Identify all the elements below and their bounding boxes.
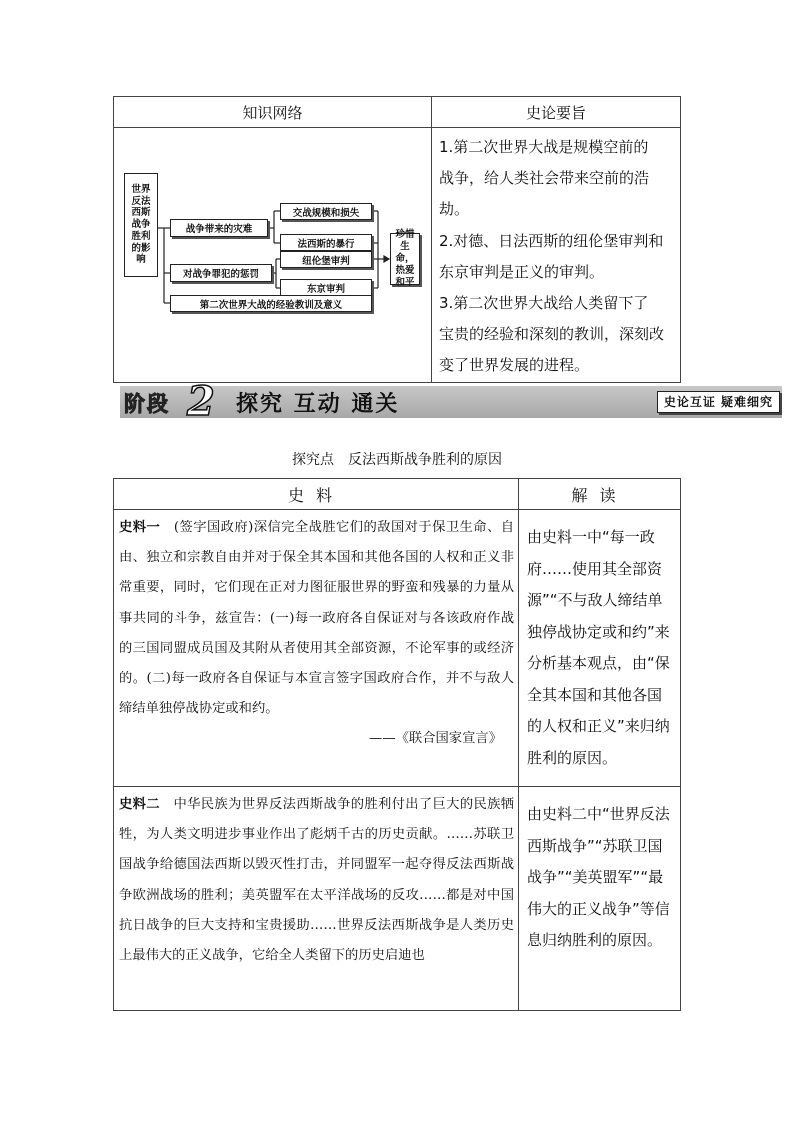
key-points-header: 史论要旨 (432, 97, 681, 128)
key-point-line: 东京审判是正义的审判。 (439, 262, 605, 281)
source-cell-1 (114, 510, 519, 787)
key-point-line: 变了世界发展的进程。 (439, 356, 590, 375)
mindmap-diagram (120, 173, 420, 323)
key-point-line: 战争，给人类社会带来空前的浩劫。 (439, 169, 650, 219)
banner-tag: 史论互证 疑难细究 (657, 391, 780, 413)
interpretation-cell-1 (519, 510, 681, 787)
source-body-1: (签字国政府)深信完全战胜它们的敌国对于保卫生命、自由、独立和宗教自由并对于保全其本国和其他各国的人权和正义非常重要，同时，它们现在正对力图征服世界的野蛮和残暴的力量从事共同的斗争，兹宣告：(一)每一政府各自保证对与各该政府作战的三国同盟成员国及其附从者使用其全部资源，不论军事的或经济的。(二)每一政府各自保证与本宣言签字国政府合作，并不与敌人缔结单独停战协定或和约。 (119, 520, 515, 717)
section-heading: 探究点 反法西斯战争胜利的原因 (292, 452, 502, 468)
mindmap-cell (114, 128, 432, 383)
key-point-line: 宝贵的经验和深刻的教训，深刻改 (439, 325, 665, 344)
interpretation-cell-2 (519, 787, 681, 1011)
mindmap-item-nuremberg: 纽伦堡审判 (280, 251, 372, 268)
interpretation-text-1: 由史料一中“每一政府……使用其全部资源”“不与敌人缔结单独停战协定或和约”来分析基本观点，由“保全其本国和其他各国的人权和正义”来归纳胜利的原因。 (527, 528, 670, 767)
source-header: 史料 (114, 479, 519, 510)
stage-banner (120, 378, 782, 425)
key-point-line: 2.对德、日法西斯的纽伦堡审判和 (439, 231, 664, 250)
source-cell-2 (114, 787, 519, 1011)
source-credit-1: ——《联合国家宣言》 (369, 731, 502, 747)
key-points-list (432, 128, 680, 382)
mindmap-item-atrocities: 法西斯的暴行 (280, 234, 372, 251)
knowledge-network-header: 知识网络 (114, 97, 432, 128)
source-label-2: 史料二 (119, 797, 160, 812)
mindmap-item-scale: 交战规模和损失 (280, 203, 372, 220)
source-label-1: 史料一 (119, 520, 161, 535)
knowledge-table (113, 96, 681, 383)
mindmap-root: 世界反法西斯战争胜利的影响 (124, 173, 158, 277)
source-text-1 (114, 510, 518, 755)
mindmap-item-tokyo: 东京审判 (280, 279, 372, 296)
interpretation-header: 解读 (519, 479, 681, 510)
mindmap-branch-lessons: 第二次世界大战的经验教训及意义 (170, 295, 372, 312)
key-point-line: 1.第二次世界大战是规模空前的 (439, 138, 649, 156)
key-point-line: 3.第二次世界大战给人类留下了 (439, 294, 649, 313)
source-body-2: 中华民族为世界反法西斯战争的胜利付出了巨大的民族牺牲，为人类文明进步事业作出了彪炳千古的历史贡献。……苏联卫国战争给德国法西斯以毁灭性打击，并同盟军一起夺得反法西斯战争欧洲战场的胜利；美英盟军在太平洋战场的反攻……都是对中国抗日战争的巨大支持和宝贵援助……世界反法西斯战争是人类历史上最伟大的正义战争，它给全人类留下的历史启迪也 (119, 797, 515, 964)
mindmap-branch-disaster: 战争带来的灾难 (170, 219, 268, 237)
mindmap-conclusion: 珍惜生命，热爱和平 (390, 233, 420, 285)
interpretation-text-2: 由史料二中“世界反法西斯战争”“苏联卫国战争”“美英盟军”“最伟大的正义战争”等信息归纳胜利的原因。 (527, 805, 670, 949)
key-points-cell (432, 128, 681, 383)
source-analysis-table (113, 478, 681, 1011)
banner-stage-label: 阶段 (124, 391, 170, 416)
mindmap-branch-punishment: 对战争罪犯的惩罚 (170, 264, 272, 282)
source-text-2 (114, 787, 518, 971)
banner-stage-number: 2 (187, 378, 215, 425)
banner-title: 探究 互动 通关 (236, 391, 400, 417)
